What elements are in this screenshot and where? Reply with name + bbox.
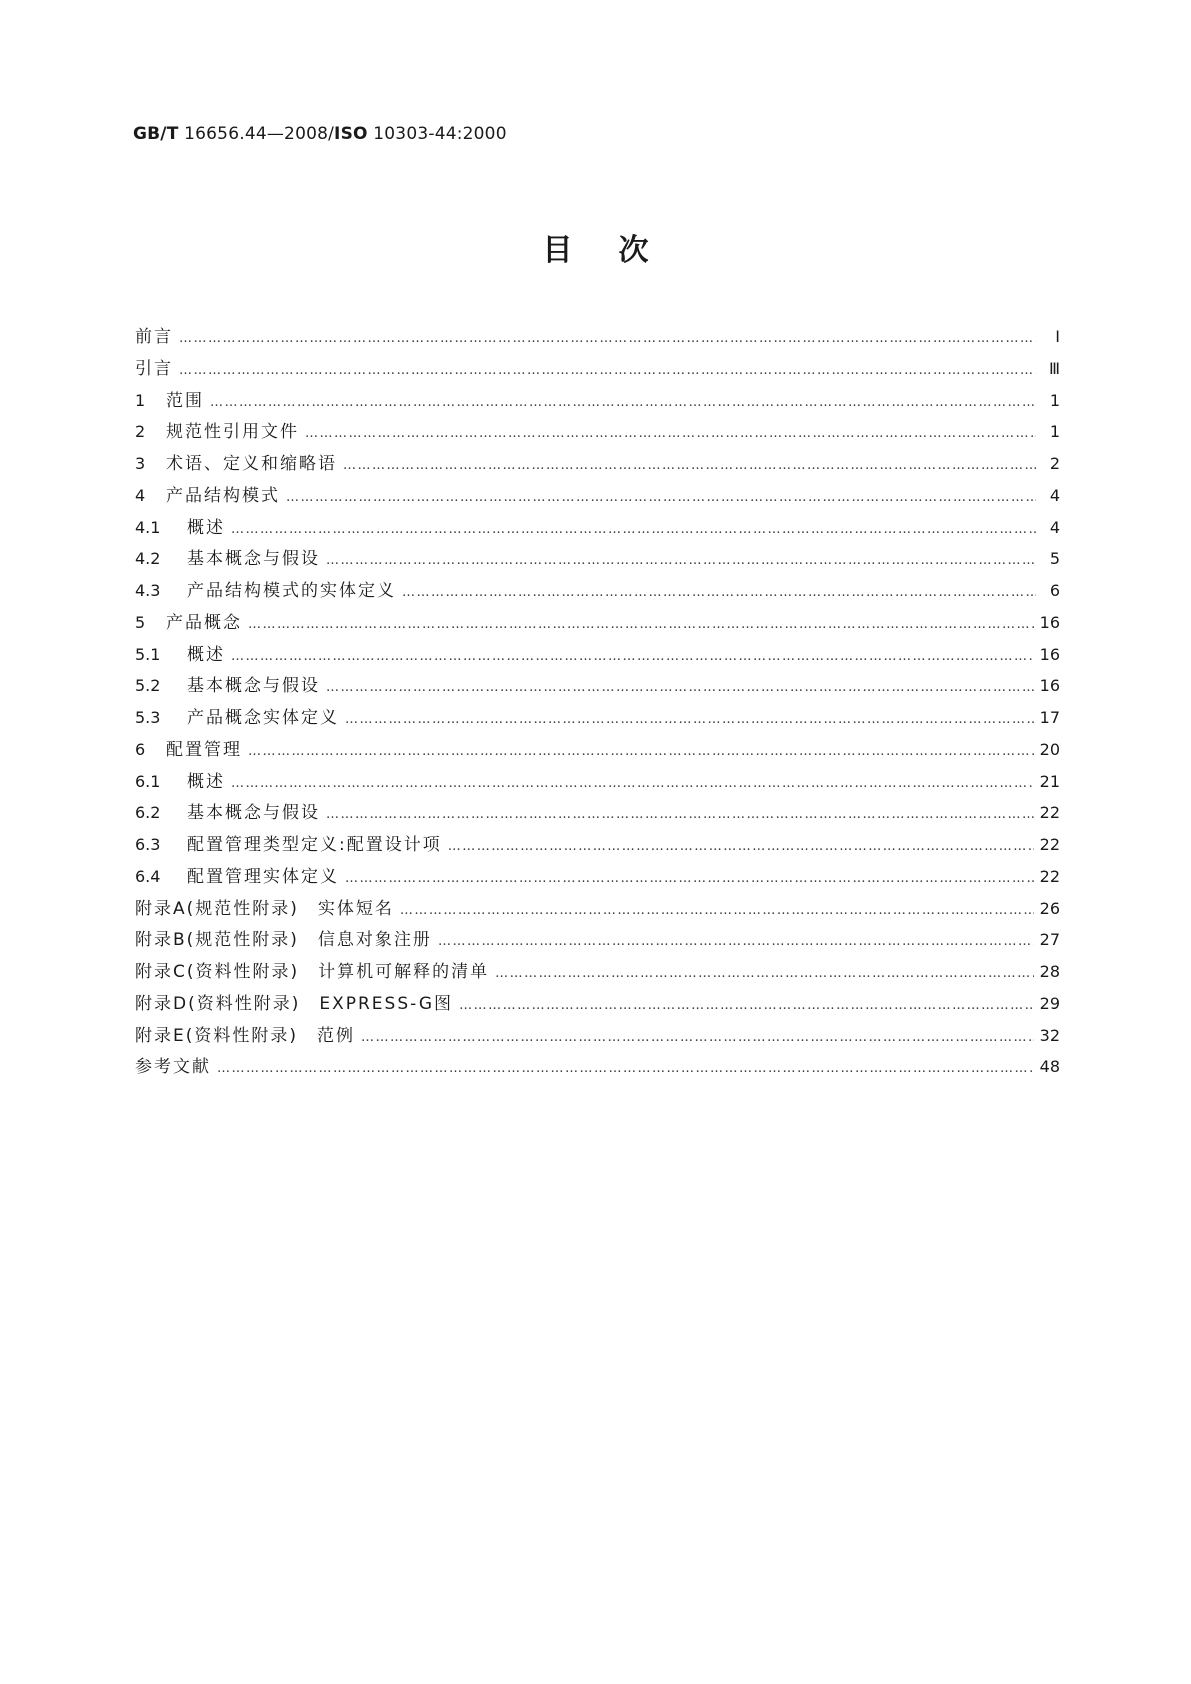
iso-number: 10303-44:2000 bbox=[367, 124, 507, 144]
toc-leader-dots bbox=[402, 585, 1036, 600]
toc-leader-dots bbox=[305, 426, 1036, 441]
toc-entry-page: 2 bbox=[1049, 454, 1060, 473]
toc-entry-label: 基本概念与假设 bbox=[187, 676, 320, 697]
toc-entry[interactable] bbox=[135, 798, 1060, 830]
toc-entry-page: 48 bbox=[1039, 1057, 1060, 1077]
toc-leader-dots bbox=[345, 712, 1034, 727]
toc-entry-number: 4.2 bbox=[135, 549, 161, 569]
toc-leader-dots bbox=[326, 807, 1034, 822]
toc-leader-dots bbox=[179, 331, 1036, 346]
toc-entry-number: 4 bbox=[135, 485, 146, 505]
toc-entry[interactable] bbox=[135, 1052, 1060, 1084]
toc-leader-dots bbox=[179, 363, 1036, 378]
toc-entry-label: 产品结构模式的实体定义 bbox=[187, 581, 396, 601]
toc-entry-page: 22 bbox=[1039, 835, 1060, 854]
toc-leader-dots bbox=[345, 871, 1034, 886]
toc-entry-label: 概述 bbox=[187, 517, 225, 538]
toc-entry-number: 4.1 bbox=[135, 517, 161, 537]
toc-entry[interactable] bbox=[135, 671, 1060, 703]
toc-leader-dots bbox=[248, 744, 1034, 759]
toc-leader-dots bbox=[286, 490, 1036, 505]
toc-entry-number: 6.4 bbox=[135, 866, 161, 886]
toc-entry-label: 配置管理 bbox=[166, 739, 242, 760]
toc-entry[interactable] bbox=[135, 1021, 1060, 1053]
toc-leader-dots bbox=[326, 680, 1034, 695]
toc-entry[interactable] bbox=[135, 735, 1060, 767]
toc-leader-dots bbox=[438, 934, 1034, 949]
toc-entry-label: 基本概念与假设 bbox=[187, 803, 320, 824]
toc-entry-page: Ⅰ bbox=[1055, 327, 1060, 346]
toc-leader-dots bbox=[231, 776, 1034, 791]
toc-entry[interactable] bbox=[135, 449, 1060, 481]
toc-entry-number: 6.2 bbox=[135, 803, 161, 823]
toc-entry[interactable] bbox=[135, 989, 1060, 1021]
toc-leader-dots bbox=[248, 617, 1034, 632]
toc-entry-label: 术语、定义和缩略语 bbox=[166, 454, 337, 474]
toc-entry[interactable] bbox=[135, 322, 1060, 354]
toc-leader-dots bbox=[210, 395, 1036, 410]
toc-leader-dots bbox=[448, 839, 1034, 854]
toc-entry[interactable] bbox=[135, 608, 1060, 640]
toc-entry-page: 22 bbox=[1039, 803, 1060, 823]
toc-entry[interactable] bbox=[135, 830, 1060, 862]
toc-entry-page: 20 bbox=[1039, 739, 1060, 759]
toc-entry-page: 32 bbox=[1039, 1025, 1060, 1045]
toc-entry-label: 参考文献 bbox=[135, 1057, 211, 1078]
toc-entry-label: 概述 bbox=[187, 644, 225, 665]
toc-entry-label: 附录B(规范性附录) 信息对象注册 bbox=[135, 930, 432, 951]
iso-label: ISO bbox=[334, 124, 368, 144]
toc-entry-label: 前言 bbox=[135, 327, 173, 347]
toc-entry[interactable] bbox=[135, 417, 1060, 449]
toc-entry-page: 21 bbox=[1039, 771, 1060, 791]
toc-entry-page: 22 bbox=[1039, 866, 1060, 886]
toc-entry-label: 产品概念实体定义 bbox=[187, 708, 339, 728]
toc-entry-page: 27 bbox=[1039, 930, 1060, 950]
toc-entry-number: 2 bbox=[135, 422, 146, 442]
toc-entry-number: 5 bbox=[135, 612, 146, 632]
toc-leader-dots bbox=[361, 1030, 1034, 1045]
toc-entry-page: 29 bbox=[1039, 993, 1060, 1013]
toc-entry-page: 17 bbox=[1039, 708, 1060, 727]
standard-number: 16656.44—2008/ bbox=[178, 124, 335, 144]
toc-entry-page: Ⅲ bbox=[1048, 358, 1060, 378]
toc-entry-number: 4.3 bbox=[135, 581, 161, 600]
toc-entry-number: 6.3 bbox=[135, 835, 161, 854]
toc-entry-page: 16 bbox=[1039, 644, 1060, 664]
toc-leader-dots bbox=[217, 1061, 1034, 1076]
toc-entry-page: 16 bbox=[1039, 676, 1060, 696]
toc-entry-label: 规范性引用文件 bbox=[166, 422, 299, 443]
toc-entry-page: 6 bbox=[1049, 581, 1060, 600]
toc-entry-number: 6.1 bbox=[135, 771, 161, 791]
standard-code: GB/T bbox=[133, 124, 179, 144]
toc-entry-label: 附录C(资料性附录) 计算机可解释的清单 bbox=[135, 962, 490, 982]
toc-leader-dots bbox=[231, 649, 1034, 664]
document-header bbox=[133, 124, 507, 144]
toc-leader-dots bbox=[231, 522, 1036, 537]
toc-entry-page: 26 bbox=[1039, 898, 1060, 918]
toc-entry[interactable] bbox=[135, 640, 1060, 672]
toc-entry-number: 5.2 bbox=[135, 676, 161, 696]
toc-entry-label: 产品概念 bbox=[166, 612, 242, 633]
toc-entry-page: 1 bbox=[1049, 422, 1060, 442]
toc-leader-dots bbox=[326, 553, 1036, 568]
toc-entry-number: 5.3 bbox=[135, 708, 161, 727]
toc-entry[interactable] bbox=[135, 354, 1060, 386]
toc-entry[interactable] bbox=[135, 767, 1060, 799]
toc-entry-label: 范围 bbox=[166, 390, 204, 411]
toc-entry-number: 6 bbox=[135, 739, 146, 759]
toc-entry-number: 1 bbox=[135, 390, 146, 410]
toc-entry[interactable] bbox=[135, 925, 1060, 957]
table-of-contents bbox=[135, 322, 1060, 1084]
toc-entry-page: 4 bbox=[1049, 517, 1060, 537]
toc-entry[interactable] bbox=[135, 957, 1060, 989]
toc-entry[interactable] bbox=[135, 703, 1060, 735]
toc-entry-label: 配置管理实体定义 bbox=[187, 866, 339, 887]
toc-entry[interactable] bbox=[135, 576, 1060, 608]
toc-entry-page: 28 bbox=[1039, 962, 1060, 981]
toc-entry-number: 3 bbox=[135, 454, 146, 473]
toc-entry-label: 引言 bbox=[135, 358, 173, 379]
toc-entry[interactable] bbox=[135, 513, 1060, 545]
toc-entry[interactable] bbox=[135, 544, 1060, 576]
toc-entry-page: 5 bbox=[1049, 549, 1060, 569]
toc-entry[interactable] bbox=[135, 862, 1060, 894]
toc-leader-dots bbox=[459, 998, 1034, 1013]
toc-entry-page: 16 bbox=[1039, 612, 1060, 632]
toc-entry[interactable] bbox=[135, 386, 1060, 418]
toc-entry-number: 5.1 bbox=[135, 644, 161, 664]
toc-entry-label: 概述 bbox=[187, 771, 225, 792]
toc-entry[interactable] bbox=[135, 481, 1060, 513]
toc-entry-page: 1 bbox=[1049, 390, 1060, 410]
toc-leader-dots bbox=[343, 458, 1036, 473]
toc-entry-label: 附录E(资料性附录) 范例 bbox=[135, 1025, 356, 1046]
toc-entry-label: 基本概念与假设 bbox=[187, 549, 320, 570]
toc-leader-dots bbox=[400, 903, 1034, 918]
toc-entry-label: 附录A(规范性附录) 实体短名 bbox=[135, 898, 394, 919]
toc-leader-dots bbox=[495, 966, 1034, 981]
toc-entry-label: 配置管理类型定义:配置设计项 bbox=[187, 835, 442, 855]
toc-entry-page: 4 bbox=[1049, 485, 1060, 505]
toc-entry-label: 产品结构模式 bbox=[166, 485, 280, 506]
page-title: 目次 bbox=[542, 233, 695, 268]
toc-entry[interactable] bbox=[135, 894, 1060, 926]
toc-entry-label: 附录D(资料性附录) EXPRESS-G图 bbox=[135, 993, 454, 1014]
